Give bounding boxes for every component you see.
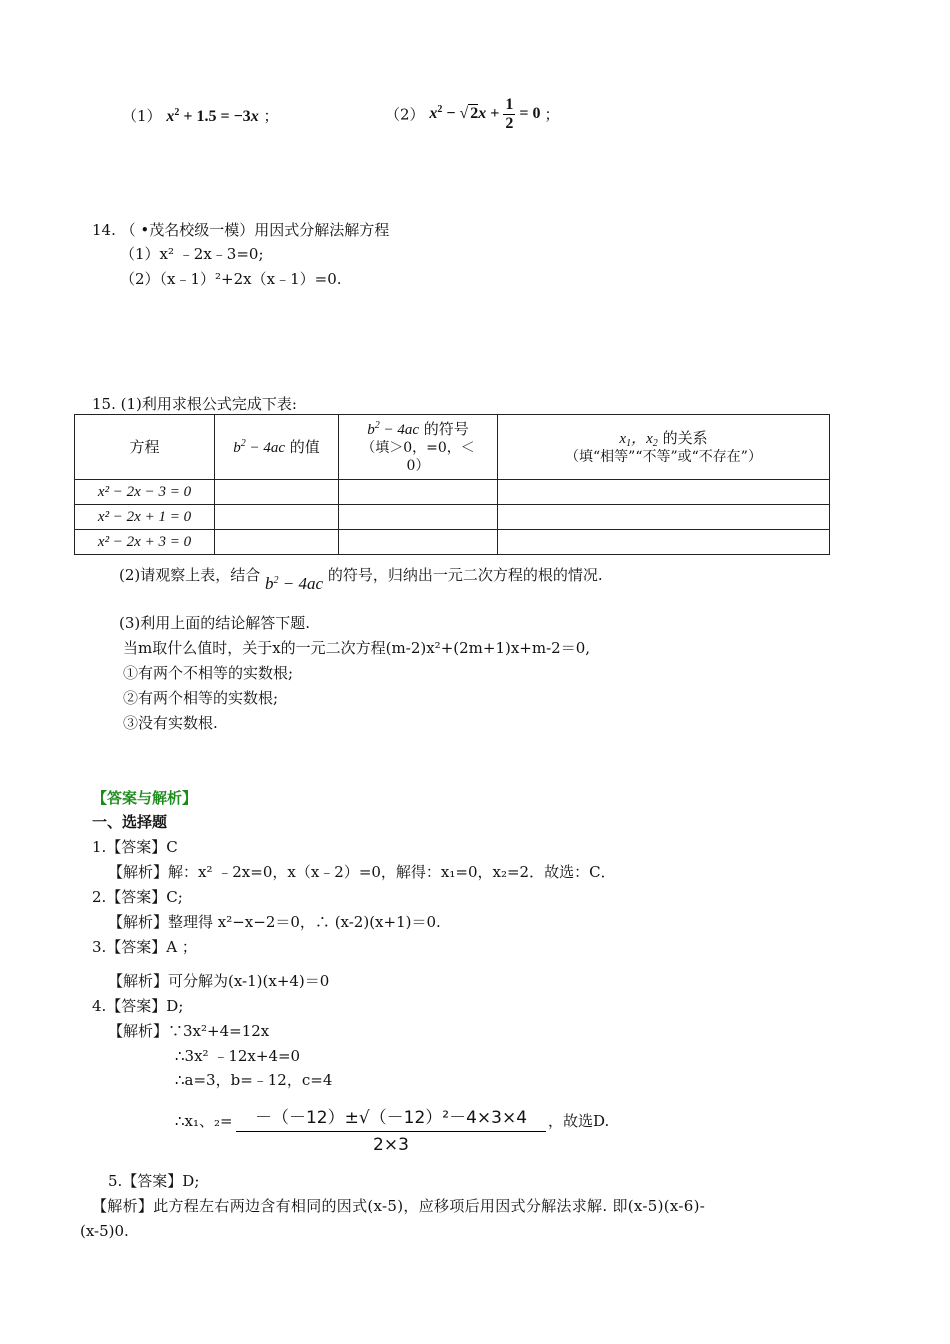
answer-4-explain-3: ∴a=3，b=﹣12，c=4 bbox=[175, 1071, 333, 1089]
answer-1: 1.【答案】C bbox=[92, 838, 178, 856]
eq1-formula: $x^2 + 1.5 = -3x$ bbox=[166, 107, 259, 125]
q15-part3-question: 当m取什么值时，关于x的一元二次方程(m-2)x²+(2m+1)x+m-2＝0, bbox=[123, 639, 591, 657]
quadratic-formula-fraction bbox=[236, 1103, 546, 1155]
q14-item1: （1）x² ﹣2x﹣3=0; bbox=[120, 245, 264, 263]
row-sign-cell bbox=[339, 480, 498, 505]
answer-5-explain-1: 【解析】此方程左右两边含有相同的因式(x-5)，应移项后用因式分解法求解. 即(x-5)(x-6)- bbox=[92, 1197, 706, 1215]
q15-option1: ①有两个不相等的实数根; bbox=[123, 664, 294, 682]
q15-table bbox=[74, 414, 830, 555]
formula-denominator: 2×3 bbox=[373, 1135, 409, 1155]
answer-3: 3.【答案】A ； bbox=[92, 938, 197, 956]
answer-2: 2.【答案】C; bbox=[92, 888, 183, 906]
header-discriminant-sign: $b^2 - 4ac$ 的符号 （填＞0，=0，＜0） bbox=[339, 415, 498, 480]
row-relation-cell bbox=[498, 530, 830, 555]
answer-1-explain: 【解析】解：x² ﹣2x=0，x（x﹣2）=0，解得：x₁=0，x₂=2．故选：C． bbox=[108, 863, 616, 881]
row-equation: x² − 2x + 1 = 0 bbox=[75, 505, 215, 530]
row-sign-cell bbox=[339, 530, 498, 555]
header-root-relation: $x_1$，$x_2$ 的关系 （填“相等”“不等”或“不存在”） bbox=[498, 415, 830, 480]
row-equation: x² − 2x − 3 = 0 bbox=[75, 480, 215, 505]
q15-part2: (2)请观察上表，结合 $b^2 - 4ac$ 的符号，归纳出一元二次方程的根的情况. bbox=[119, 566, 603, 593]
row-relation-cell bbox=[498, 505, 830, 530]
answers-heading: 【答案与解析】 bbox=[92, 789, 198, 807]
header-equation: 方程 bbox=[75, 415, 215, 480]
discriminant-expression: $b^2 - 4ac$ bbox=[265, 574, 324, 593]
eq2-formula: $x^2$ − √ 2x + $\frac{1}{2}$ = 0 bbox=[429, 96, 545, 132]
table-header-row bbox=[75, 415, 830, 480]
eq1-label: （1） $x^2 + 1.5 = -3x$ ； bbox=[122, 107, 279, 125]
row-sign-cell bbox=[339, 505, 498, 530]
answer-4-explain-2: ∴3x² ﹣12x+4=0 bbox=[175, 1047, 301, 1065]
header-discriminant-value: $b^2 - 4ac$ 的值 bbox=[215, 415, 339, 480]
row-value-cell bbox=[215, 505, 339, 530]
q14-item2: （2）（x﹣1）²+2x（x﹣1）=0. bbox=[120, 270, 342, 288]
row-equation: x² − 2x + 3 = 0 bbox=[75, 530, 215, 555]
q14-title: 14. （ •茂名校级一模）用因式分解法解方程 bbox=[92, 221, 390, 239]
section-choice: 一、选择题 bbox=[92, 813, 168, 831]
q15-title: 15. (1)利用求根公式完成下表: bbox=[92, 395, 297, 413]
answer-4-explain-4-post: ，故选D. bbox=[548, 1112, 610, 1130]
eq2-label: （2） $x^2$ − √ 2x + $\frac{1}{2}$ = 0 ； bbox=[385, 96, 560, 132]
row-value-cell bbox=[215, 480, 339, 505]
answer-3-explain: 【解析】可分解为(x-1)(x+4)＝0 bbox=[108, 972, 330, 990]
answer-4-explain-4-pre: ∴x₁、₂= bbox=[175, 1112, 233, 1130]
table-row bbox=[75, 505, 830, 530]
answer-4: 4.【答案】D; bbox=[92, 997, 184, 1015]
q15-part3-title: (3)利用上面的结论解答下题. bbox=[119, 614, 311, 632]
q15-option3: ③没有实数根. bbox=[123, 714, 218, 732]
q15-option2: ②有两个相等的实数根; bbox=[123, 689, 279, 707]
answer-5-explain-2: (x-5)0. bbox=[80, 1222, 129, 1240]
answer-5: 5.【答案】D; bbox=[108, 1172, 200, 1190]
table-row bbox=[75, 480, 830, 505]
table-row bbox=[75, 530, 830, 555]
formula-numerator: －（－12）±√（－12）²－4×3×4 bbox=[236, 1103, 546, 1132]
row-relation-cell bbox=[498, 480, 830, 505]
answer-4-explain-1: 【解析】∵3x²+4=12x bbox=[108, 1022, 270, 1040]
row-value-cell bbox=[215, 530, 339, 555]
answer-2-explain: 【解析】整理得 x²−x−2＝0，∴ (x-2)(x+1)＝0. bbox=[108, 913, 441, 931]
